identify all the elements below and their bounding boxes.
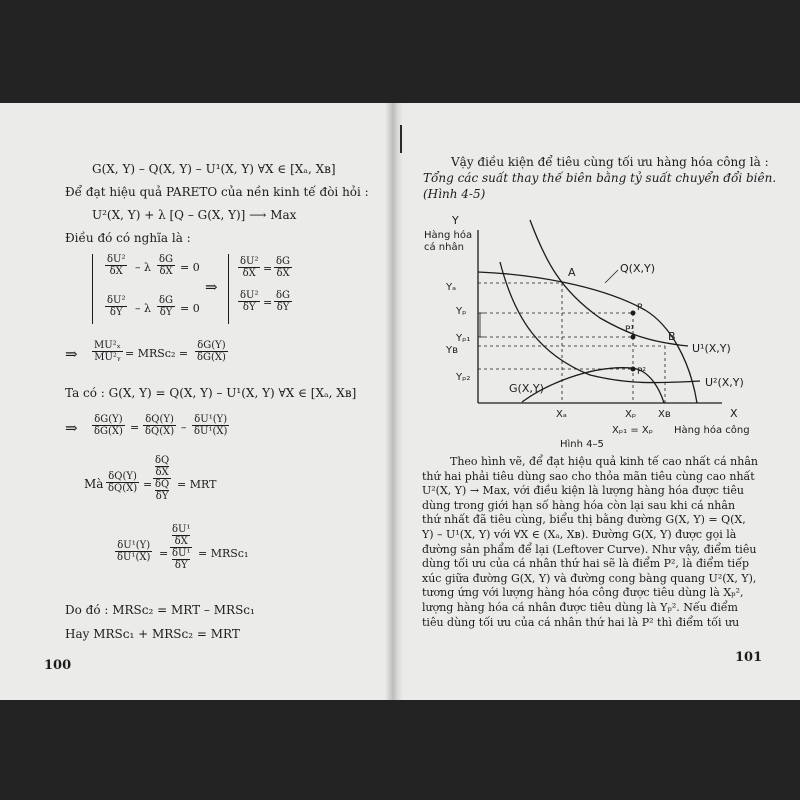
tick-xp: Xₚ [625,409,637,420]
fraction: $\frac{\delta G(Y)}{\delta G(X)}$ [197,340,226,363]
y-axis-label: Y [452,214,459,227]
page-number-right: 101 [735,650,763,665]
fraction: $\frac{\delta G}{\delta X}$ [276,256,291,279]
compound-fraction: δQ δX δQ δY [155,455,170,502]
x-axis-title: Hàng hóa công [674,425,750,436]
operator: – λ [135,261,151,274]
compound-fraction: δU¹ δX δU¹ δY [172,524,191,571]
para-line: thứ nhất đã tiêu cùng, biểu thị bằng đường G(X, Y) = Q(X, [422,513,746,527]
body-paragraph [422,455,760,630]
para-line: Y) – U¹(X, Y) với ∀X ∈ (Xₐ, Xʙ). Đường G(X, Y) được gọi là [422,527,737,541]
operator: = 0 [180,261,200,274]
para-line: tiêu dùng tối ưu của cá nhân thứ hai là P² thì điểm tối ưu [422,615,740,629]
para-line: lượng hàng hóa cá nhân được tiêu dùng là Yₚ². Nếu điểm [422,600,738,614]
intro-line-1: Vậy điều kiện để tiêu cùng tối ưu hàng hóa công là : [451,155,769,169]
system-brace [92,254,93,324]
label-p1: P¹ [625,325,635,335]
fraction: $\frac{\delta G(Y)}{\delta G(X)}$ [94,414,123,437]
u1-label: U¹(X,Y) [692,342,731,355]
operator: = MRT [177,478,217,491]
y-axis-title-1: Hàng hóa [424,230,473,241]
implies-arrow: ⇒ [205,278,218,296]
para-line: xúc giữa đường G(X, Y) và đường cong bàng quang U²(X, Y), [422,571,757,585]
ta-co-line: Ta có : G(X, Y) = Q(X, Y) – U¹(X, Y) ∀X ∈ [Xₐ, Xʙ] [65,386,357,400]
intro-line-3: (Hình 4-5) [423,187,486,201]
operator: = [263,262,273,275]
operator: = [143,478,153,491]
operator: = 0 [180,302,200,315]
operator: = MRSᴄ₂ = [125,347,189,360]
meaning-line: Điều đó có nghĩa là : [65,231,191,245]
system-brace [228,254,229,324]
y-bracket [480,313,484,337]
operator: – λ [135,302,151,315]
pareto-line: Để đạt hiệu quả PARETO của nền kinh tế đòi hỏi : [65,185,369,199]
tick-ya: Yₐ [446,282,457,293]
fraction: $\frac{\text{δU²}}{\delta Y}$ [107,295,126,318]
point-p1 [631,335,636,340]
label-p2: P² [637,367,647,377]
figure-caption: Hình 4–5 [560,439,604,450]
tick-xb: Xʙ [658,409,671,420]
para-line: dùng trong giới hạn số hàng hóa còn lại sau khi cá nhân [422,498,736,512]
tick-yp1: Yₚ₁ [456,333,471,344]
tick-yb: Yʙ [446,345,458,356]
operator: = [263,296,273,309]
para-line: U²(X, Y) → Max, với điều kiện là lượng hàng hóa được tiêu [422,484,744,498]
fraction: $\frac{\text{δU¹(Y)}}{\text{δU¹(X)}}$ [194,414,228,437]
implies-arrow: ⇒ [65,345,78,363]
para-line: thứ hai phải tiêu dùng sao cho thỏa mãn tiêu cùng cao nhất [422,469,755,483]
x-axis-label: X [730,407,738,420]
operator: – [181,421,187,434]
fraction: $\frac{\delta G}{\delta Y}$ [276,290,291,313]
intro-line-2: Tổng các suất thay thế biên bằng tỷ suất chuyển đổi biên. [423,171,777,185]
para-line: Theo hình vẽ, để đạt hiệu quả kinh tế cao nhất cá nhân [450,455,758,468]
point-p2 [631,367,636,372]
label-b: B [668,330,676,343]
fraction: $\frac{\text{δU¹(Y)}}{\text{δU¹(X)}}$ [117,540,151,563]
guide-lines [478,283,665,403]
para-line: tương ứng với lượng hàng hóa công được tiêu dùng là Xₚ², [422,586,744,600]
page-edge-mark [400,125,402,153]
fraction: $\frac{\delta G}{\delta X}$ [159,254,174,277]
operator: = MRSᴄ₁ [198,547,249,560]
fraction: $\frac{\text{δU²}}{\delta X}$ [107,254,126,277]
label-p: P [637,303,643,313]
u2-curve [500,262,700,383]
operator: = [130,421,140,434]
tick-yp2: Yₚ₂ [456,372,471,383]
point-p [631,311,636,316]
g-label: G(X,Y) [509,382,544,395]
q-label: Q(X,Y) [620,262,655,275]
operator: = [159,547,169,560]
xp-equality: Xₚ₁ = Xₚ [612,425,654,436]
tick-yp: Yₚ [456,306,467,317]
figure-4-5 [400,200,780,460]
fraction: $\frac{\text{MU²ₓ}}{\text{MU²ᵧ}}$ [94,340,121,363]
u2-label: U²(X,Y) [705,376,744,389]
equation-g: G(X, Y) – Q(X, Y) – U¹(X, Y) ∀X ∈ [Xₐ, Xʙ] [92,162,336,176]
tick-xa: Xₐ [556,409,567,420]
label-a: A [568,266,576,279]
para-line: dùng tối ưu của cá nhân thứ hai sẽ là điểm P², là điểm tiếp [422,557,750,571]
hay-line: Hay MRSᴄ₁ + MRSᴄ₂ = MRT [65,627,240,641]
implies-arrow: ⇒ [65,419,78,437]
fraction: $\frac{\delta G}{\delta Y}$ [159,295,174,318]
para-line: đường sản phẩm để lại (Leftover Curve). Như vậy, điểm tiêu [422,542,757,556]
ma-label: Mà [84,477,104,491]
q-pointer [605,270,618,283]
y-axis-title-2: cá nhân [424,242,464,253]
fraction: $\frac{\text{δU²}}{\delta Y}$ [240,290,259,313]
fraction: $\frac{\delta Q(Y)}{\delta Q(X)}$ [145,414,175,437]
equation-max: U²(X, Y) + λ [Q – G(X, Y)] ⟶ Max [92,208,297,222]
fraction: $\frac{\text{δU²}}{\delta X}$ [240,256,259,279]
fraction: $\frac{\delta Q(Y)}{\delta Q(X)}$ [108,471,138,494]
page-number-left: 100 [44,658,72,673]
do-do-line: Do đó : MRSᴄ₂ = MRT – MRSᴄ₁ [65,603,255,617]
